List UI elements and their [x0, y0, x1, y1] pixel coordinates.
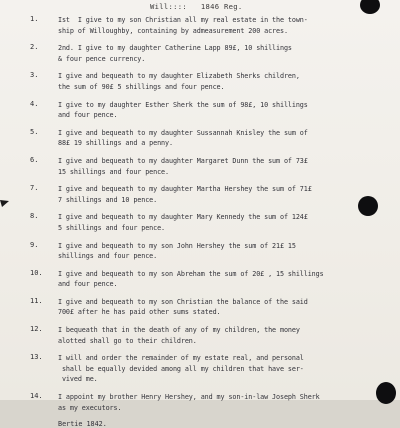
clause-line: I give and bequeath to my son Abreham the sum of 20£ , 15 shillings	[58, 269, 324, 278]
clause-line: I give and bequeath to my daughter Margaret Dunn the sum of 73£	[58, 156, 308, 165]
clause-number: 10.	[30, 268, 43, 277]
clause-line: I give and bequeath to my daughter Martha Hershey the sum of 71£	[58, 185, 312, 194]
clause-item	[30, 297, 386, 318]
clause-number: 7.	[30, 184, 39, 193]
clause-line: and four pence.	[58, 280, 118, 289]
clause-line: I give and bequeath to my son John Hershey the sum of 21£ 15	[58, 241, 296, 250]
clause-line: 700£ after he has paid other sums stated.	[58, 308, 221, 317]
punch-hole-top	[360, 0, 380, 14]
clause-line: shall be equally devided among all my children that have ser-	[58, 364, 304, 373]
clause-line: 7 shillings and 10 pence.	[58, 195, 158, 204]
clause-item	[30, 241, 386, 262]
clause-item	[30, 353, 386, 385]
clause-number: 5.	[30, 127, 39, 136]
clause-number: 3.	[30, 71, 39, 80]
clause-number: 8.	[30, 212, 39, 221]
clause-line: ship of Willoughby, containing by admeasurement 200 acres.	[58, 26, 288, 35]
clause-item	[30, 15, 386, 36]
clause-line: I bequeath that in the death of any of my children, the money	[58, 326, 300, 335]
clause-line: I give and bequeath to my son Christian the balance of the said	[58, 297, 308, 306]
clause-item	[30, 325, 386, 346]
clause-item	[30, 212, 386, 233]
clause-number: 13.	[30, 353, 43, 362]
clause-number: 1.	[30, 15, 39, 23]
clause-item	[30, 128, 386, 149]
clause-line: I appoint my brother Henry Hershey, and my son-in-law Joseph Sherk	[58, 393, 320, 402]
clause-item	[30, 269, 386, 290]
clause-line: 5 shillings and four pence.	[58, 223, 166, 232]
clause-number: 12.	[30, 325, 43, 334]
clause-item	[30, 71, 386, 92]
clause-line: alotted shall go to their children.	[58, 336, 197, 345]
clause-line: as my executors.	[58, 403, 122, 412]
document-header: Will:::: 1846 Reg.	[150, 2, 243, 11]
clause-line: shillings and four pence.	[58, 252, 158, 261]
clause-line: vived me.	[58, 375, 98, 384]
clause-number: 4.	[30, 99, 39, 108]
clause-number: 6.	[30, 155, 39, 164]
will-clauses	[30, 15, 386, 428]
clause-item	[30, 184, 386, 205]
clause-item	[30, 156, 386, 177]
signature-line: Bertie 1842.	[58, 420, 107, 428]
clause-line: I give and bequeath to my daughter Elizabeth Sherks children,	[58, 72, 300, 81]
clause-number: 11.	[30, 296, 43, 305]
clause-number: 2.	[30, 43, 39, 52]
clause-line: the sum of 90£ 5 shillings and four pence.	[58, 82, 225, 91]
clause-line: and four pence.	[58, 111, 118, 120]
clause-line: 2nd. I give to my daughter Catherine Lapp 89£, 10 shillings	[58, 44, 292, 53]
clause-line: I give and bequeath to my daughter Sussannah Knisley the sum of	[58, 128, 308, 137]
clause-line: & four pence currency.	[58, 54, 146, 63]
clause-line: I give and bequeath to my daughter Mary Kennedy the sum of 124£	[58, 213, 308, 222]
clause-item	[30, 43, 386, 64]
clause-line: Ist I give to my son Christian all my real estate in the town-	[58, 16, 308, 24]
clause-number: 9.	[30, 240, 39, 249]
clause-item	[30, 392, 386, 413]
clause-number: 14.	[30, 392, 43, 401]
clause-line: I will and order the remainder of my estate real, and personal	[58, 354, 304, 363]
clause-line: I give to my daughter Esther Sherk the sum of 98£, 10 shillings	[58, 100, 308, 109]
edge-tick-mark	[0, 197, 12, 209]
clause-line: 88£ 19 shillings and a penny.	[58, 139, 173, 148]
clause-line: 15 shillings and four pence.	[58, 167, 169, 176]
clause-item	[30, 100, 386, 121]
